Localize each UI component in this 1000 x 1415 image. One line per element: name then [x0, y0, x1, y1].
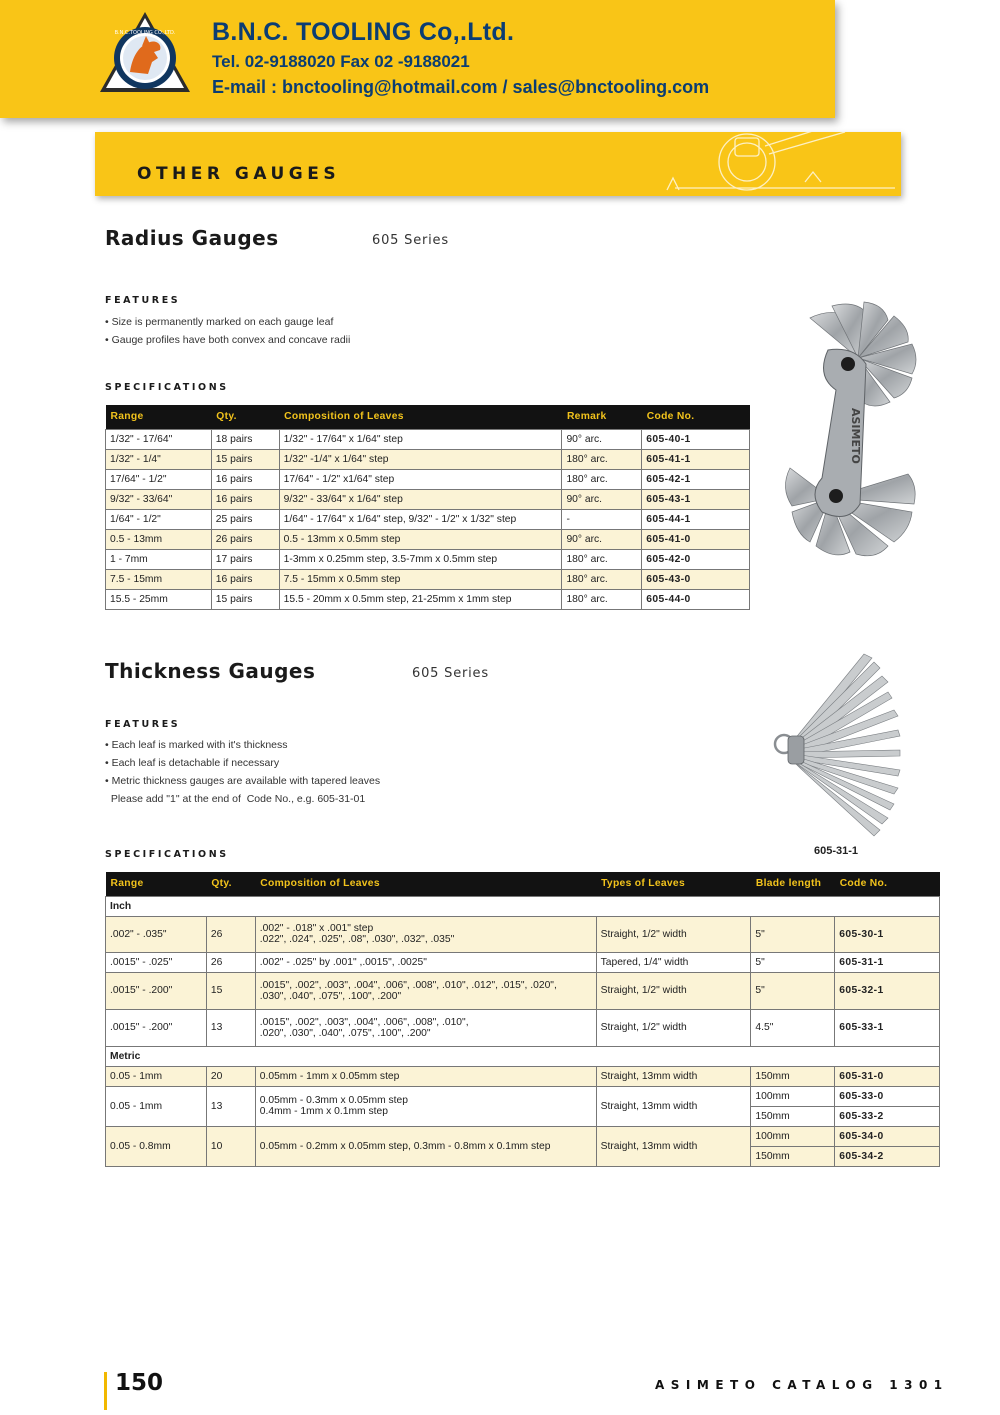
- cell-qty: 15 pairs: [211, 589, 279, 609]
- feature-item: Please add "1" at the end of Code No., e.g. 605-31-01: [105, 793, 366, 805]
- cell-remark: -: [562, 509, 642, 529]
- column-header: Code No.: [835, 872, 940, 896]
- cell-remark: 180° arc.: [562, 449, 642, 469]
- feature-item: • Gauge profiles have both convex and concave radii: [105, 334, 351, 346]
- cell-code: 605-40-1: [642, 429, 750, 449]
- cell-qty: 10: [206, 1126, 255, 1166]
- cell-remark: 180° arc.: [562, 589, 642, 609]
- cell-qty: 15: [206, 972, 255, 1009]
- cell-range: .0015" - .025": [106, 952, 207, 972]
- feature-item: • Size is permanently marked on each gauge leaf: [105, 316, 334, 328]
- cell-type: Straight, 1/2" width: [596, 972, 751, 1009]
- cell-code: 605-44-0: [642, 589, 750, 609]
- cell-code: 605-33-1: [835, 1009, 940, 1046]
- cell-type: Tapered, 1/4" width: [596, 952, 751, 972]
- cell-qty: 13: [206, 1009, 255, 1046]
- cell-remark: 180° arc.: [562, 549, 642, 569]
- cell-range: 0.05 - 0.8mm: [106, 1126, 207, 1166]
- company-logo: [98, 10, 192, 94]
- cell-length: 150mm: [751, 1146, 835, 1166]
- group-label-metric: Metric: [106, 1046, 940, 1066]
- table-row: [106, 509, 750, 529]
- table-row: [106, 1066, 940, 1086]
- table-row: [106, 429, 750, 449]
- cell-range: 1/64" - 1/2": [106, 509, 212, 529]
- cell-composition: .002" - .025" by .001" ,.0015", .0025": [255, 952, 596, 972]
- cell-code: 605-33-2: [835, 1106, 940, 1126]
- cell-remark: 90° arc.: [562, 529, 642, 549]
- company-contact: Tel. 02-9188020 Fax 02 -9188021: [212, 52, 470, 71]
- composition-line: 0.05mm - 0.3mm x 0.05mm step: [259, 1095, 408, 1106]
- cell-qty: 16 pairs: [211, 469, 279, 489]
- radius-features-label: FEATURES: [105, 295, 181, 306]
- cell-range: 1 - 7mm: [106, 549, 212, 569]
- cell-code: 605-41-1: [642, 449, 750, 469]
- composition-line: .022", .024", .025", .08", .030", .032", .035": [259, 934, 455, 945]
- column-header: Qty.: [211, 405, 279, 429]
- cell-code: 605-43-1: [642, 489, 750, 509]
- thickness-gauge-image: [770, 650, 920, 845]
- radius-specs-label: SPECIFICATIONS: [105, 382, 229, 393]
- cell-range: 15.5 - 25mm: [106, 589, 212, 609]
- cell-composition: 1/32" - 17/64" x 1/64" step: [279, 429, 562, 449]
- cell-code: 605-33-0: [835, 1086, 940, 1106]
- cell-code: 605-31-1: [835, 952, 940, 972]
- cell-qty: 25 pairs: [211, 509, 279, 529]
- cell-qty: 16 pairs: [211, 569, 279, 589]
- cell-range: 0.05 - 1mm: [106, 1066, 207, 1086]
- catalog-title: ASIMETO CATALOG 1301: [655, 1378, 949, 1392]
- table-header: [106, 405, 750, 429]
- thickness-image-caption: 605-31-1: [814, 845, 859, 857]
- cell-composition: 1/64" - 17/64" x 1/64" step, 9/32" - 1/2" x 1/32" step: [279, 509, 562, 529]
- radius-title: Radius Gauges: [105, 226, 279, 250]
- cell-range: 7.5 - 15mm: [106, 569, 212, 589]
- table-row: [106, 1086, 940, 1106]
- section-banner: [95, 132, 901, 196]
- column-header: Qty.: [206, 872, 255, 896]
- cell-length: 100mm: [751, 1126, 835, 1146]
- table-row: [106, 972, 940, 1009]
- cell-code: 605-31-0: [835, 1066, 940, 1086]
- cell-code: 605-42-0: [642, 549, 750, 569]
- cell-range: .002" - .035": [106, 916, 207, 952]
- table-row: [106, 1009, 940, 1046]
- cell-qty: 20: [206, 1066, 255, 1086]
- cell-composition: 15.5 - 20mm x 0.5mm step, 21-25mm x 1mm step: [279, 589, 562, 609]
- table-row: [106, 916, 940, 952]
- radius-gauge-image: [770, 298, 930, 598]
- radius-features: [105, 313, 350, 349]
- table-row: [106, 549, 750, 569]
- cell-type: Straight, 1/2" width: [596, 1009, 751, 1046]
- cell-range: 0.5 - 13mm: [106, 529, 212, 549]
- thickness-spec-table: [105, 872, 940, 1167]
- gauge-line-art: [595, 132, 895, 196]
- cell-composition: 17/64" - 1/2" x1/64" step: [279, 469, 562, 489]
- group-row: [106, 896, 940, 916]
- thickness-features: [105, 736, 380, 808]
- svg-text:B.N.C.TOOLING CO.,LTD.: B.N.C.TOOLING CO.,LTD.: [114, 30, 176, 36]
- table-row: [106, 489, 750, 509]
- cell-composition: 1/32" -1/4" x 1/64" step: [279, 449, 562, 469]
- cell-qty: 17 pairs: [211, 549, 279, 569]
- cell-length: 150mm: [751, 1066, 835, 1086]
- table-row: [106, 952, 940, 972]
- thickness-title: Thickness Gauges: [105, 659, 316, 683]
- column-header: Types of Leaves: [596, 872, 751, 896]
- cell-range: 17/64" - 1/2": [106, 469, 212, 489]
- section-title: OTHER GAUGES: [137, 164, 341, 184]
- cell-remark: 180° arc.: [562, 469, 642, 489]
- cell-code: 605-42-1: [642, 469, 750, 489]
- column-header: Composition of Leaves: [255, 872, 596, 896]
- cell-code: 605-41-0: [642, 529, 750, 549]
- cell-type: Straight, 13mm width: [596, 1126, 751, 1166]
- footer-accent-bar: [104, 1372, 107, 1410]
- group-label-inch: Inch: [106, 896, 940, 916]
- cell-length: 5": [751, 916, 835, 952]
- column-header: Range: [106, 405, 212, 429]
- cell-length: 4.5": [751, 1009, 835, 1046]
- column-header: Remark: [562, 405, 642, 429]
- table-row: [106, 529, 750, 549]
- company-email: E-mail : bnctooling@hotmail.com / sales@bnctooling.com: [212, 77, 710, 97]
- cell-qty: 26: [206, 916, 255, 952]
- cell-type: Straight, 13mm width: [596, 1066, 751, 1086]
- asimeto-engraving: ASIMETO: [849, 408, 862, 464]
- column-header: Range: [106, 872, 207, 896]
- cell-type: Straight, 1/2" width: [596, 916, 751, 952]
- cell-qty: 26 pairs: [211, 529, 279, 549]
- thickness-specs-label: SPECIFICATIONS: [105, 849, 229, 860]
- column-header: Composition of Leaves: [279, 405, 562, 429]
- company-name: B.N.C. TOOLING Co,.Ltd.: [212, 18, 515, 46]
- cell-code: 605-34-0: [835, 1126, 940, 1146]
- cell-remark: 180° arc.: [562, 569, 642, 589]
- thickness-series: 605 Series: [412, 666, 489, 681]
- cell-remark: 90° arc.: [562, 429, 642, 449]
- cell-qty: 15 pairs: [211, 449, 279, 469]
- column-header: Code No.: [642, 405, 750, 429]
- thickness-features-label: FEATURES: [105, 719, 181, 730]
- cell-remark: 90° arc.: [562, 489, 642, 509]
- cell-composition: [255, 916, 596, 952]
- cell-length: 5": [751, 952, 835, 972]
- table-row: [106, 569, 750, 589]
- cell-composition: 1-3mm x 0.25mm step, 3.5-7mm x 0.5mm step: [279, 549, 562, 569]
- composition-line: .0015", .002", .003", .004", .006", .008", .010", .012", .015", .020",: [259, 979, 557, 991]
- cell-composition: [255, 1009, 596, 1046]
- cell-length: 5": [751, 972, 835, 1009]
- feature-item: • Each leaf is detachable if necessary: [105, 757, 280, 769]
- cell-composition: 0.05mm - 1mm x 0.05mm step: [255, 1066, 596, 1086]
- composition-line: .002" - .018" x .001" step: [259, 923, 374, 934]
- cell-code: 605-43-0: [642, 569, 750, 589]
- cell-code: 605-32-1: [835, 972, 940, 1009]
- table-header: [106, 872, 940, 896]
- cell-range: .0015" - .200": [106, 1009, 207, 1046]
- cell-length: 100mm: [751, 1086, 835, 1106]
- cell-composition: 7.5 - 15mm x 0.5mm step: [279, 569, 562, 589]
- composition-line: .020", .030", .040", .075", .100", .200": [259, 1027, 431, 1039]
- cell-composition: [255, 1086, 596, 1126]
- composition-line: 0.4mm - 1mm x 0.1mm step: [259, 1106, 388, 1117]
- table-row: [106, 1126, 940, 1146]
- cell-qty: 26: [206, 952, 255, 972]
- cell-composition: 9/32" - 33/64" x 1/64" step: [279, 489, 562, 509]
- radius-series: 605 Series: [372, 233, 449, 248]
- cell-code: 605-34-2: [835, 1146, 940, 1166]
- cell-composition: [255, 972, 596, 1009]
- feature-item: • Metric thickness gauges are available with tapered leaves: [105, 775, 381, 787]
- cell-code: 605-30-1: [835, 916, 940, 952]
- cell-type: Straight, 13mm width: [596, 1086, 751, 1126]
- cell-length: 150mm: [751, 1106, 835, 1126]
- radius-spec-table: [105, 405, 750, 610]
- table-row: [106, 469, 750, 489]
- cell-range: 9/32" - 33/64": [106, 489, 212, 509]
- cell-code: 605-44-1: [642, 509, 750, 529]
- cell-qty: 13: [206, 1086, 255, 1126]
- header-banner: [0, 0, 835, 118]
- composition-line: .030", .040", .075", .100", .200": [259, 990, 402, 1002]
- cell-range: 1/32" - 17/64": [106, 429, 212, 449]
- table-row: [106, 449, 750, 469]
- cell-composition: 0.05mm - 0.2mm x 0.05mm step, 0.3mm - 0.8mm x 0.1mm step: [255, 1126, 596, 1166]
- cell-range: 0.05 - 1mm: [106, 1086, 207, 1126]
- cell-qty: 18 pairs: [211, 429, 279, 449]
- table-row: [106, 589, 750, 609]
- composition-line: .0015", .002", .003", .004", .006", .008", .010",: [259, 1016, 469, 1028]
- group-row: [106, 1046, 940, 1066]
- cell-range: .0015" - .200": [106, 972, 207, 1009]
- cell-range: 1/32" - 1/4": [106, 449, 212, 469]
- cell-qty: 16 pairs: [211, 489, 279, 509]
- column-header: Blade length: [751, 872, 835, 896]
- cell-composition: 0.5 - 13mm x 0.5mm step: [279, 529, 562, 549]
- feature-item: • Each leaf is marked with it's thickness: [105, 739, 288, 751]
- page-number: 150: [115, 1370, 164, 1396]
